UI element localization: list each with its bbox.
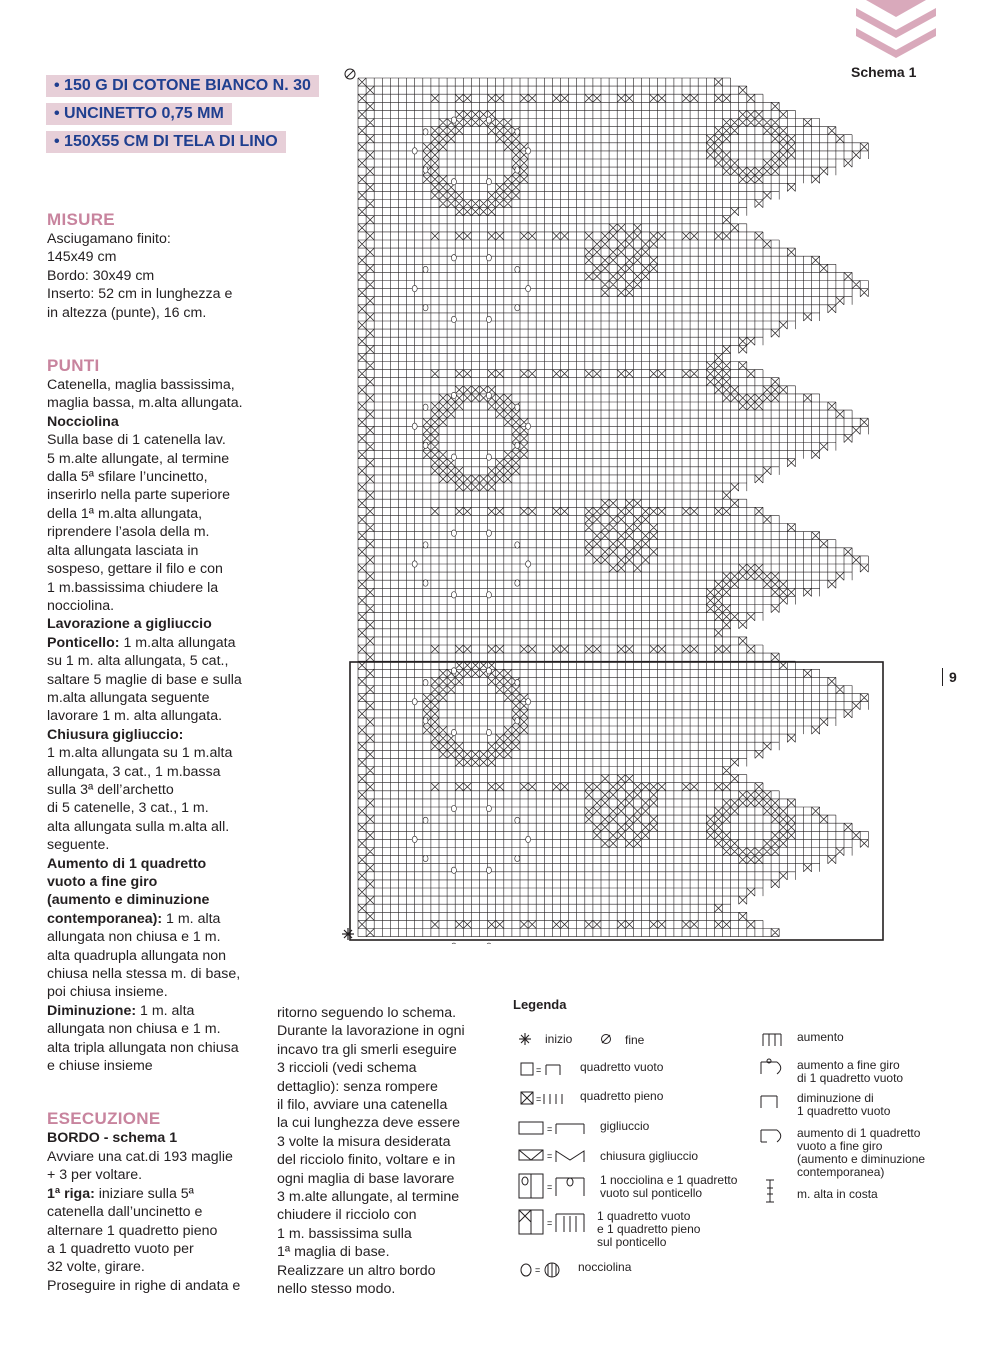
gigliuccio-icon bbox=[518, 1120, 588, 1136]
legend-title: Legenda bbox=[513, 997, 567, 1012]
legend-gigliuccio: gigliuccio bbox=[600, 1119, 650, 1133]
legend-pieno: quadretto pieno bbox=[580, 1089, 664, 1103]
legend-costa: m. alta in costa bbox=[797, 1187, 878, 1201]
esec-line: ogni maglia di base lavorare bbox=[277, 1170, 455, 1187]
nocciolina-icon bbox=[518, 1260, 568, 1278]
punti-line: seguente. bbox=[47, 837, 110, 854]
chevron-decoration-icon bbox=[852, 0, 940, 60]
legend-chiusura: chiusura gigliuccio bbox=[600, 1149, 699, 1163]
esec-line: Realizzare un altro bordo bbox=[277, 1262, 436, 1279]
legend-line: vuoto sul ponticello bbox=[600, 1186, 703, 1200]
legend-line: (aumento e diminuzione bbox=[797, 1152, 926, 1166]
punti-line: allungata, 3 cat., 1 m.bassa bbox=[47, 763, 221, 780]
legend-noc-vuoto bbox=[600, 1174, 737, 1200]
legend-vuoto-pieno bbox=[597, 1210, 700, 1249]
alta-costa-icon bbox=[762, 1178, 778, 1204]
legend-line: aumento di 1 quadretto bbox=[797, 1126, 921, 1140]
quadretto-vuoto-icon bbox=[520, 1061, 570, 1077]
svg-text:=: = bbox=[535, 1265, 541, 1275]
legend-line: e 1 quadretto pieno bbox=[597, 1222, 701, 1236]
fine-icon bbox=[600, 1033, 612, 1045]
svg-text:=: = bbox=[547, 1182, 553, 1192]
misure-line: Inserto: 52 cm in lunghezza e bbox=[47, 286, 233, 303]
misure-line: 145x49 cm bbox=[47, 249, 117, 266]
material-cotton: • 150 G DI COTONE BIANCO N. 30 bbox=[46, 75, 319, 97]
legend-line: aumento a fine giro bbox=[797, 1058, 900, 1072]
punti-line: allungata non chiusa e 1 m. bbox=[47, 1021, 221, 1038]
legend-dim bbox=[797, 1092, 890, 1118]
esec-line: a 1 quadretto vuoto per bbox=[47, 1240, 194, 1257]
punti-line: lavorare 1 m. alta allungata. bbox=[47, 708, 223, 725]
svg-text:=: = bbox=[547, 1124, 553, 1134]
punti-line: 1 m. alta bbox=[162, 910, 221, 927]
legend-fine: fine bbox=[625, 1033, 645, 1047]
aumento-title: (aumento e diminuzione bbox=[47, 892, 210, 909]
detail-frame bbox=[350, 662, 883, 940]
punti-line: alta quadrupla allungata non bbox=[47, 947, 227, 964]
inizio-icon bbox=[518, 1032, 532, 1046]
legend-vuoto: quadretto vuoto bbox=[580, 1060, 664, 1074]
nocciolina-title: Nocciolina bbox=[47, 413, 119, 430]
legend-line: 1 quadretto vuoto bbox=[597, 1209, 691, 1223]
esec-line: ritorno seguendo lo schema. bbox=[277, 1005, 457, 1021]
esec-line: incavo tra gli smerli eseguire bbox=[277, 1041, 457, 1058]
legend-aum-dim bbox=[797, 1127, 925, 1179]
riga-label: 1ª riga: bbox=[47, 1185, 95, 1202]
punti-line: riprendere l’asola della m. bbox=[47, 524, 210, 541]
esec-line: dettaglio): senza rompere bbox=[277, 1078, 438, 1095]
gigliuccio-title: Lavorazione a gigliuccio bbox=[47, 616, 212, 633]
legend-line: 1 quadretto vuoto bbox=[797, 1104, 891, 1118]
legend-aum-fine bbox=[797, 1059, 903, 1085]
misure-line: Bordo: 30x49 cm bbox=[47, 267, 155, 284]
punti-line: chiusa nella stessa m. di base, bbox=[47, 966, 241, 983]
misure-heading: MISURE bbox=[47, 210, 115, 229]
esec-line: 3 volte la misura desiderata bbox=[277, 1133, 451, 1150]
nocciolina-quadretto-icon bbox=[518, 1172, 590, 1200]
ponticello-label: Ponticello: bbox=[47, 634, 120, 651]
aumento-icon bbox=[760, 1031, 784, 1047]
legend-line: diminuzione di bbox=[797, 1091, 874, 1105]
aumento-diminuzione-icon bbox=[758, 1126, 782, 1144]
svg-text:=: = bbox=[547, 1218, 553, 1228]
esec-line: Proseguire in righe di andata e bbox=[47, 1277, 241, 1294]
aumento-title: vuoto a fine giro bbox=[47, 874, 158, 890]
page-number: 9 bbox=[942, 668, 957, 686]
esecuzione-heading: ESECUZIONE bbox=[47, 1109, 161, 1129]
punti-line: Sulla base di 1 catenella lav. bbox=[47, 432, 226, 449]
inizio-icon bbox=[342, 928, 354, 940]
esec-line: nello stesso modo. bbox=[277, 1281, 396, 1298]
punti-line: su 1 m. alta allungata, 5 cat., bbox=[47, 653, 229, 670]
chiusura-gigliuccio-icon bbox=[518, 1146, 590, 1164]
punti-line: sospeso, gettare il filo e con bbox=[47, 561, 223, 578]
esec-line: 1 m. bassissima sulla bbox=[277, 1225, 412, 1242]
punti-line: m.alta allungata seguente bbox=[47, 689, 210, 706]
esec-line: + 3 per voltare. bbox=[47, 1167, 143, 1184]
middle-column bbox=[277, 1004, 497, 1299]
legend-aumento: aumento bbox=[797, 1030, 844, 1044]
esec-line: del ricciolo finito, voltare e in bbox=[277, 1152, 456, 1169]
material-linen: • 150X55 CM DI TELA DI LINO bbox=[46, 131, 286, 153]
esec-line: chiudere il ricciolo con bbox=[277, 1207, 417, 1224]
esec-line: la cui lunghezza deve essere bbox=[277, 1115, 460, 1132]
punti-line: 1 m. alta bbox=[136, 1002, 195, 1019]
svg-text:=: = bbox=[536, 1094, 542, 1104]
esec-line: 3 m.alte allungate, al termine bbox=[277, 1189, 460, 1206]
fine-icon bbox=[345, 69, 355, 79]
esec-line: 32 volte, girare. bbox=[47, 1259, 145, 1276]
punti-line: alta tripla allungata non chiusa bbox=[47, 1039, 239, 1056]
punti-line: maglia bassa, m.alta allungata. bbox=[47, 395, 243, 412]
svg-text:=: = bbox=[536, 1065, 542, 1075]
diminuzione-icon bbox=[758, 1092, 782, 1110]
punti-line: alta allungata lasciata in bbox=[47, 542, 199, 559]
punti-line: 1 m.alta allungata bbox=[119, 634, 236, 651]
punti-line: Catenella, maglia bassissima, bbox=[47, 377, 235, 394]
esec-line: alternare 1 quadretto pieno bbox=[47, 1222, 218, 1239]
quadretto-pieno-icon bbox=[520, 1090, 570, 1106]
legend-line: sul ponticello bbox=[597, 1235, 667, 1249]
legend-line: vuoto a fine giro bbox=[797, 1139, 883, 1153]
chiusura-title: Chiusura gigliuccio: bbox=[47, 726, 184, 743]
legend-nocciolina: nocciolina bbox=[578, 1260, 632, 1274]
punti-line: 1 m.bassissima chiudere la bbox=[47, 579, 219, 596]
punti-line: e chiuse insieme bbox=[47, 1058, 153, 1075]
punti-line: inserirlo nella parte superiore bbox=[47, 487, 230, 504]
punti-line: dalla 5ª sfilare l’uncinetto, bbox=[47, 469, 208, 486]
esec-line: catenella dall’uncinetto e bbox=[47, 1204, 203, 1221]
punti-line: nocciolina. bbox=[47, 597, 115, 614]
diminuzione-label: Diminuzione: bbox=[47, 1002, 137, 1019]
material-hook: • UNCINETTO 0,75 MM bbox=[46, 103, 232, 125]
esec-line: iniziare sulla 5ª bbox=[94, 1185, 194, 1202]
punti-line: sulla 3ª dell’archetto bbox=[47, 781, 174, 798]
bordo-title: BORDO - schema 1 bbox=[47, 1130, 178, 1147]
esec-line: il filo, avviare una catenella bbox=[277, 1097, 448, 1114]
esec-line: Avviare una cat.di 193 maglie bbox=[47, 1148, 233, 1165]
punti-heading: PUNTI bbox=[47, 356, 100, 376]
misure-line: in altezza (punte), 16 cm. bbox=[47, 304, 207, 321]
punti-line: saltare 5 maglie di base e sulla bbox=[47, 671, 242, 688]
punti-line: poi chiusa insieme. bbox=[47, 984, 168, 1001]
punti-line: alta allungata sulla m.alta all. bbox=[47, 818, 230, 835]
aumento-fine-icon bbox=[758, 1058, 782, 1076]
schema-title: Schema 1 bbox=[851, 64, 917, 80]
grid-lines bbox=[358, 78, 868, 937]
aumento-title: Aumento di 1 quadretto bbox=[47, 855, 207, 872]
punti-line: 1 m.alta allungata su 1 m.alta bbox=[47, 745, 233, 762]
punti-line: della 1ª m.alta allungata, bbox=[47, 505, 203, 522]
punti-line: allungata non chiusa e 1 m. bbox=[47, 929, 221, 946]
left-column bbox=[47, 210, 277, 1295]
legend-line: di 1 quadretto vuoto bbox=[797, 1071, 904, 1085]
esec-line: 3 riccioli (vedi schema bbox=[277, 1060, 417, 1077]
esec-line: 1ª maglia di base. bbox=[277, 1244, 390, 1261]
legend-line: 1 nocciolina e 1 quadretto bbox=[600, 1173, 738, 1187]
punti-line: di 5 catenelle, 3 cat., 1 m. bbox=[47, 800, 209, 817]
vuoto-pieno-icon bbox=[518, 1208, 590, 1236]
punti-line: 5 m.alte allungate, al termine bbox=[47, 450, 230, 467]
legend-inizio: inizio bbox=[545, 1032, 573, 1046]
aumento-title: contemporanea): bbox=[47, 910, 163, 927]
misure-line: Asciugamano finito: bbox=[47, 231, 171, 247]
esec-line: Durante la lavorazione in ogni bbox=[277, 1023, 465, 1040]
svg-text:=: = bbox=[547, 1151, 553, 1161]
legend-line: contemporanea) bbox=[797, 1165, 885, 1179]
crochet-chart bbox=[340, 64, 890, 944]
